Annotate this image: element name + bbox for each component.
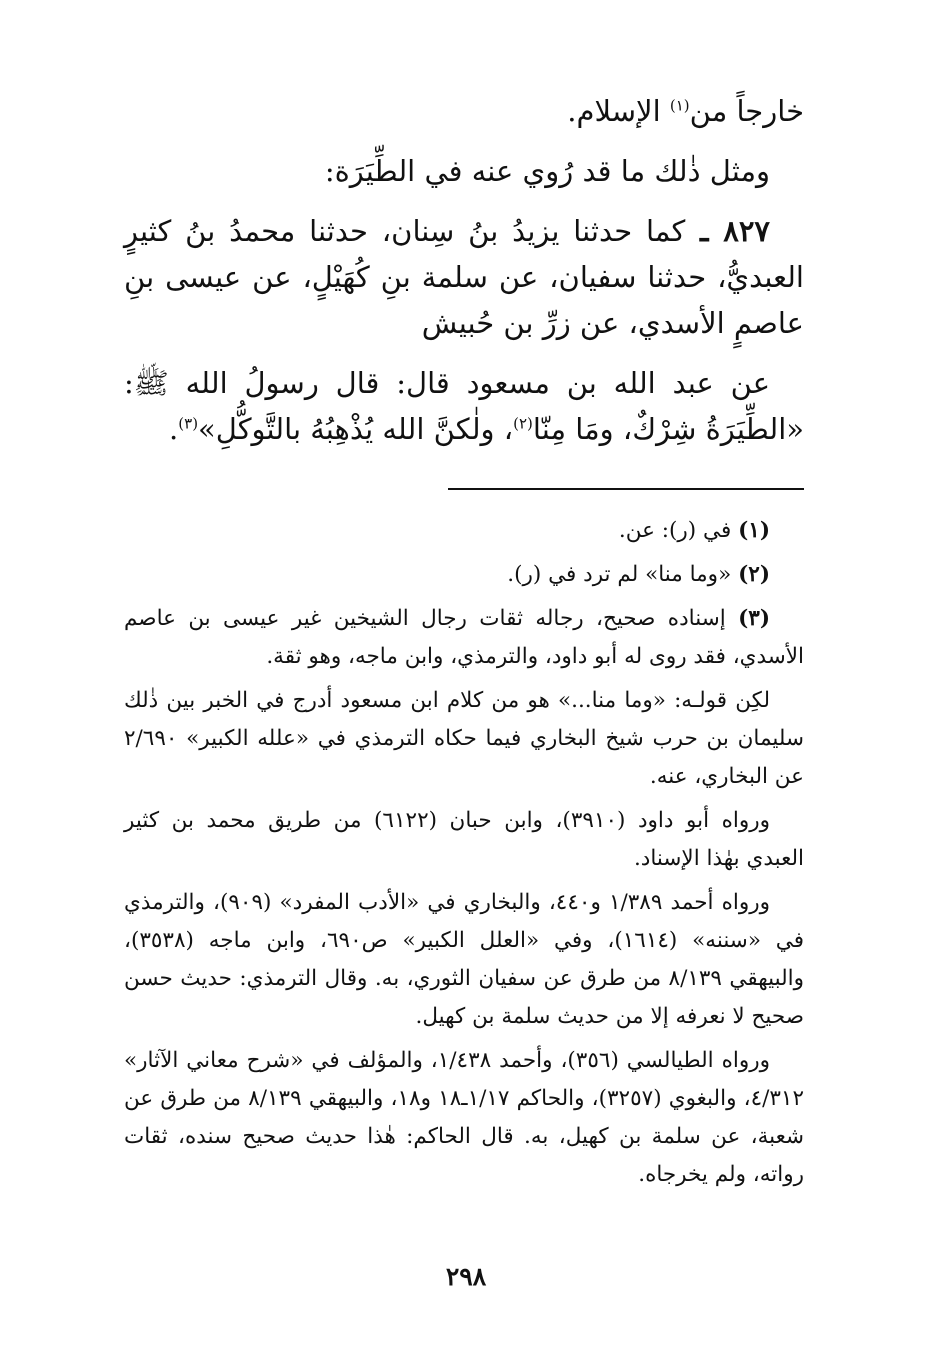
page-number: ٢٩٨ <box>445 1262 487 1291</box>
footnote-2 <box>124 556 804 594</box>
isnad-text: كما حدثنا يزيدُ بنُ سِنان، حدثنا محمدُ بنُ كثيرٍ العبديُّ، حدثنا سفيان، عن سلمة بنِ كُهَيْلٍ، عن عيسى بنِ عاصمٍ الأسدي، عن زرِّ بن حُبيش <box>124 214 804 340</box>
footnote-ref-2[interactable]: (٢) <box>513 414 533 433</box>
hadith-isnad <box>124 208 804 346</box>
footnotes <box>124 512 804 1200</box>
footnote-3-para-3: ورواه أبو داود (٣٩١٠)، وابن حبان (٦١٢٢) من طريق محمد بن كثير العبدي بهٰذا الإسناد. <box>124 808 804 871</box>
matn-end: . <box>169 412 179 446</box>
footnote-3 <box>124 600 804 676</box>
footnote-3-text: إسناده صحيح، رجاله ثقات رجال الشيخين غير عيسى بن عاصم الأسدي، فقد روى له أبو داود، والترمذي، وابن ماجه، وهو ثقة. <box>124 606 804 669</box>
footnote-1-number: (١) <box>738 518 770 543</box>
opening-line-text: خارجاً من <box>689 94 804 128</box>
footnote-2-text: «وما منا» لم ترد في (ر). <box>507 562 739 587</box>
footnote-2-number: (٢) <box>738 562 770 587</box>
hadith-matn <box>124 360 804 452</box>
hadith-number: ٨٢٧ ـ <box>685 214 770 248</box>
footnote-divider <box>448 488 804 490</box>
footnote-ref-3[interactable]: (٣) <box>178 414 199 433</box>
footnote-1-text: في (ر): عن. <box>618 518 739 543</box>
footnote-1 <box>124 512 804 550</box>
matn-text-b: ، ولٰكنَّ الله يُذْهِبُهُ بالتَّوكُّلِ» <box>198 412 514 446</box>
footnote-3-para-5: ورواه الطيالسي (٣٥٦)، وأحمد ١/٤٣٨، والمؤلف في «شرح معاني الآثار» ٤/٣١٢، والبغوي (٣٢٥٧)، والحاكم ١/١٧ـ١٨ و١٨، والبيهقي ٨/١٣٩ من طرق عن شعبة، عن سلمة بن كهيل، به. قال الحاكم: هٰذا حديث صحيح سنده، ثقات رواته، ولم يخرجاه. <box>124 1048 804 1187</box>
opening-line-end: الإسلام. <box>567 94 670 128</box>
matn-text-a: عن عبد الله بن مسعود قال: قال رسولُ الله ﷺ: «الطِّيَرَةُ شِرْكٌ، ومَا مِنّا <box>124 366 804 446</box>
main-text <box>124 88 804 466</box>
footnote-3-number: (٣) <box>738 606 770 631</box>
footnote-3-para-4: ورواه أحمد ١/٣٨٩ و٤٤٠، والبخاري في «الأدب المفرد» (٩٠٩)، والترمذي في «سننه» (١٦١٤)، وفي «العلل الكبير» ص٦٩٠، وابن ماجه (٣٥٣٨)، والبيهقي ٨/١٣٩ من طرق عن سفيان الثوري، به. وقال الترمذي: حديث حسن صحيح لا نعرفه إلا من حديث سلمة بن كهيل. <box>124 890 805 1029</box>
footnote-3-para-2: لكِن قولـه: «وما منا...» هو من كلام ابن مسعود أدرج في الخبر بين ذٰلك سليمان بن حرب شيخ البخاري فيما حكاه الترمذي في «علله الكبير» ٢/٦٩٠ عن البخاري، عنه. <box>124 688 804 789</box>
footnote-ref-1[interactable]: (١) <box>669 96 690 115</box>
opening-line <box>124 88 804 134</box>
intro-line: ومثل ذٰلك ما قد رُوي عنه في الطِّيَرَة: <box>324 154 770 188</box>
